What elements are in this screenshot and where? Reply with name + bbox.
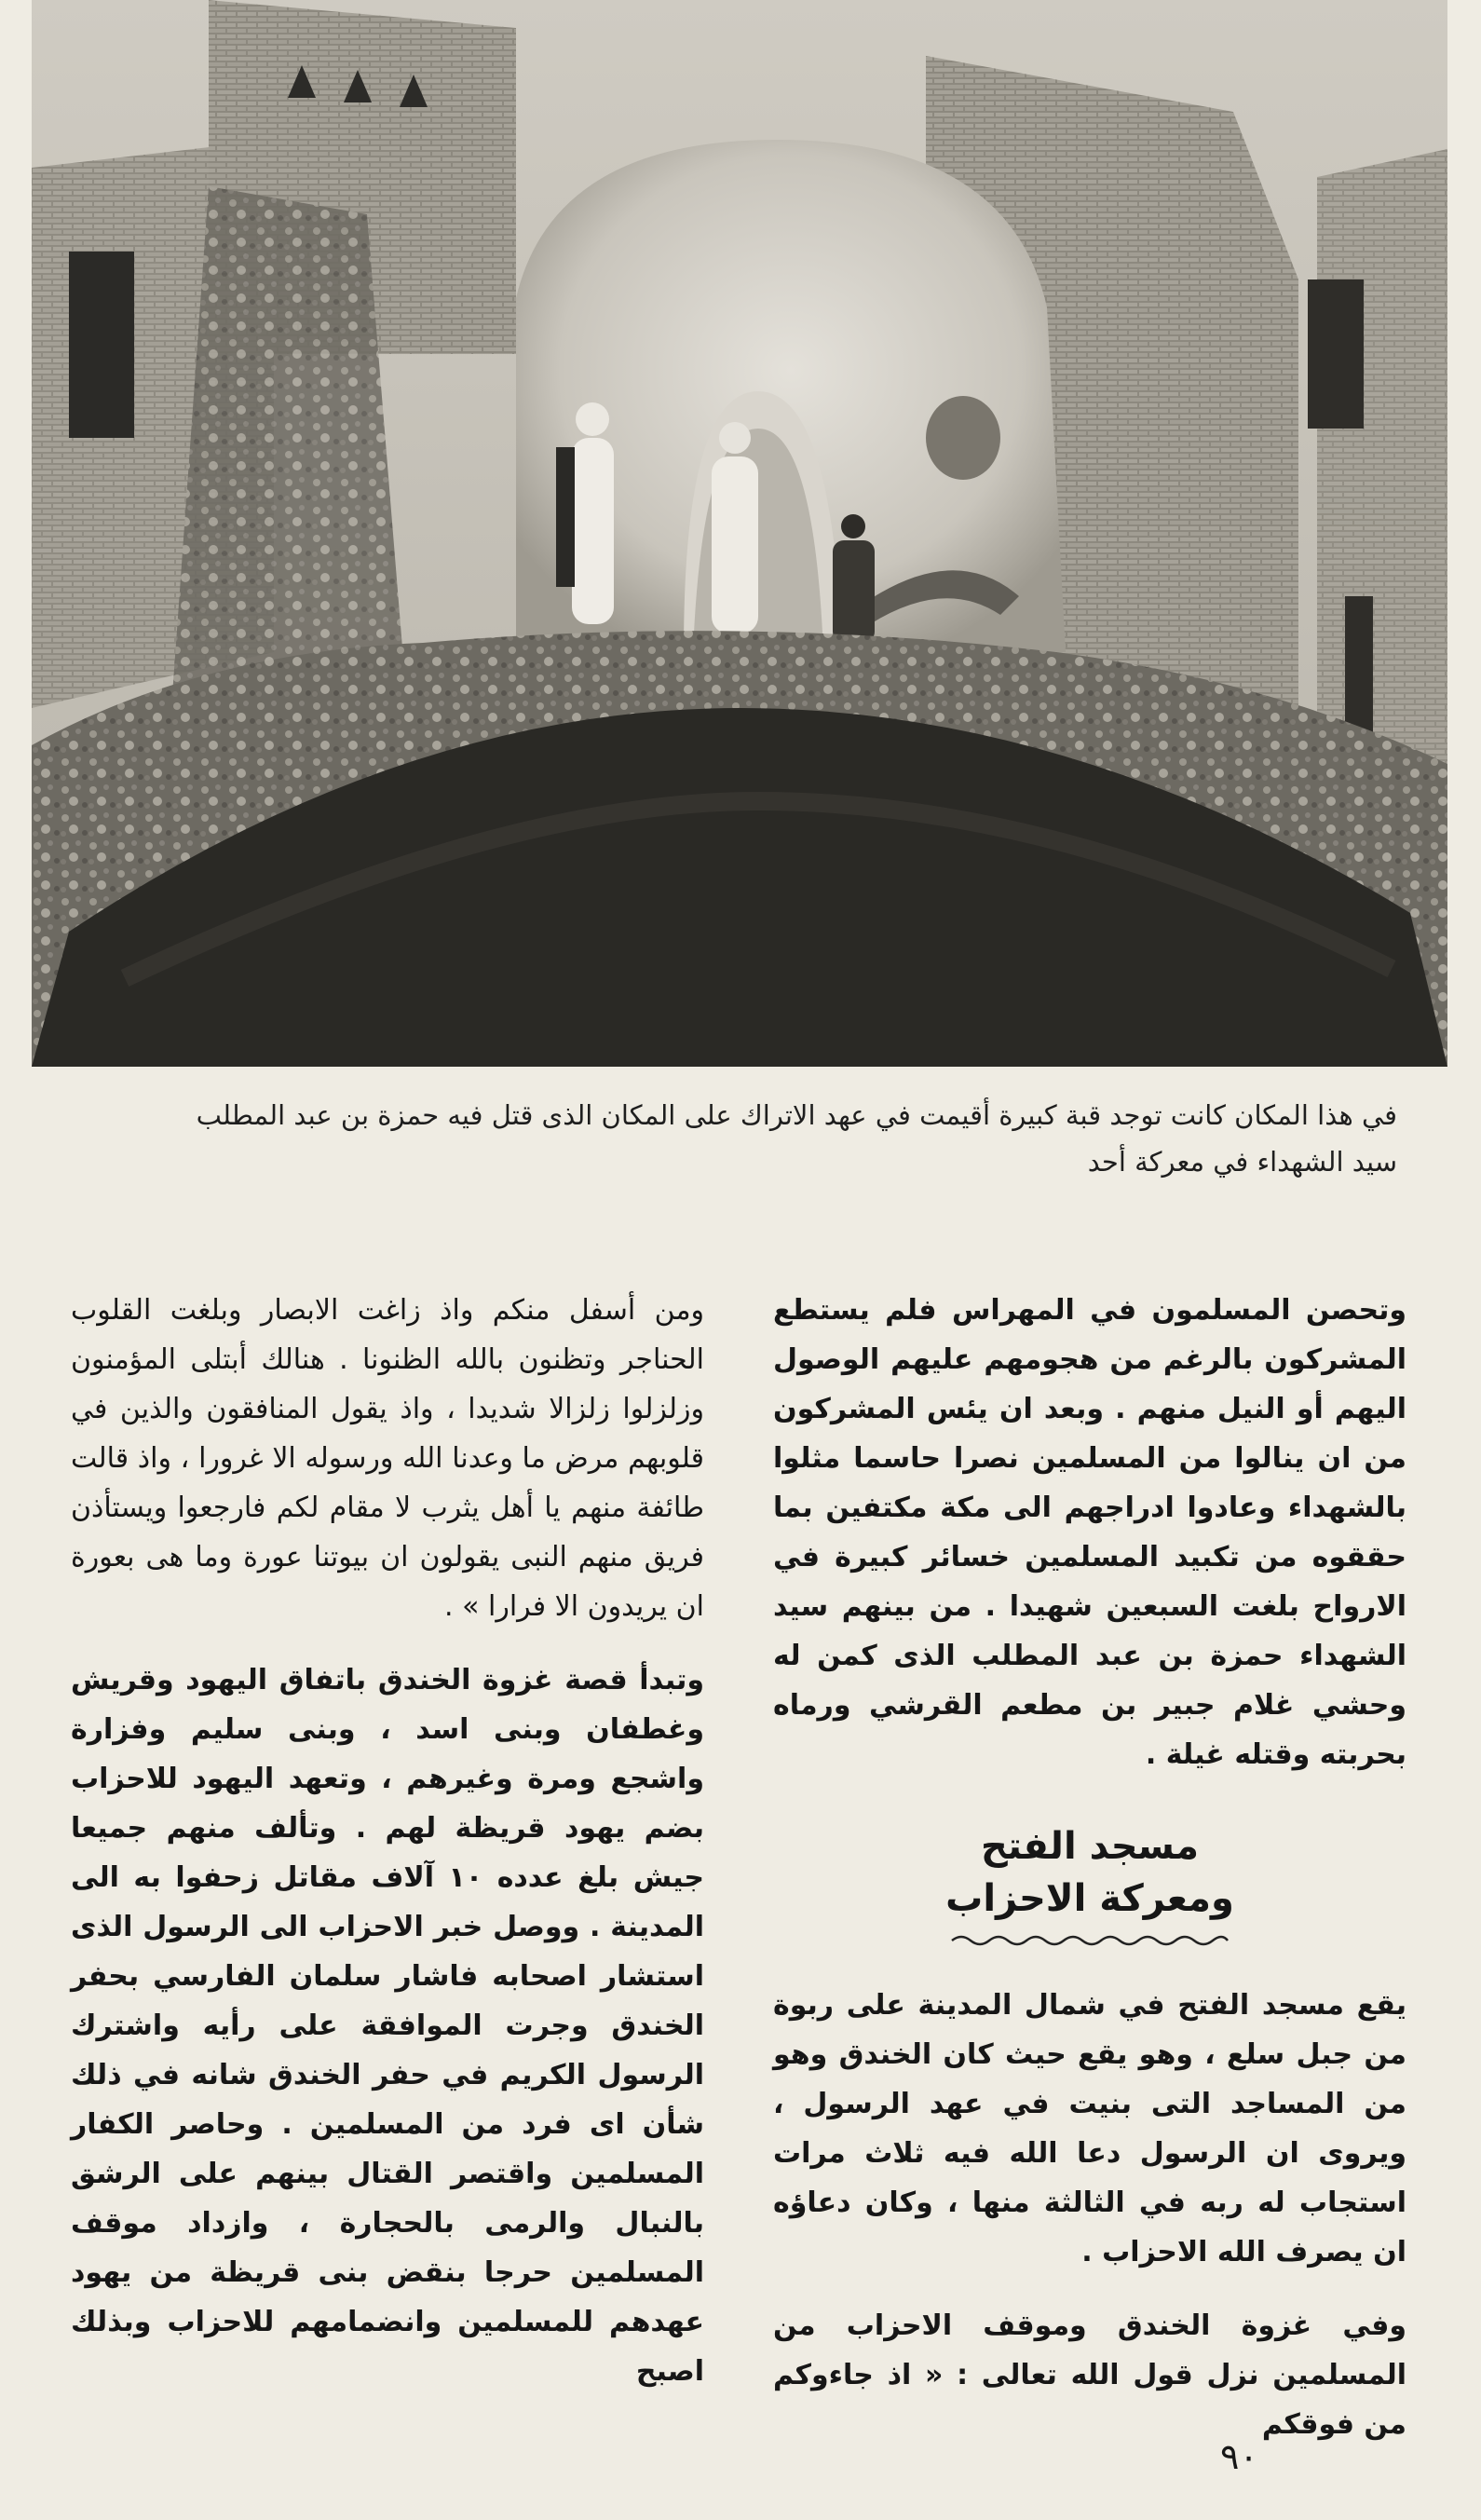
caption-line-2: سيد الشهداء في معركة أحد: [1087, 1146, 1397, 1178]
paragraph: يقع مسجد الفتح في شمال المدينة على ربوة من جبل سلع ، وهو يقع حيث كان الخندق وهو من المساجد التى بنيت في عهد الرسول ، ويروى ان الرسول دعا الله فيه ثلاث مرات استجاب له ربه في الثالثة منها ، وكان دعاؤه ان يصرف الله الاحزاب .: [773, 1989, 1406, 2268]
heading-underline-ornament: [950, 1932, 1230, 1949]
paragraph: وتحصن المسلمون في المهراس فلم يستطع المشركون بالرغم من هجومهم عليهم الوصول اليهم أو النيل منهم . وبعد ان يئس المشركون من ان ينالوا من المسلمين نصرا حاسما مثلوا بالشهداء وعادوا ادراجهم الى مكة مكتفين بما حققوه من تكبيد المسلمين خسائر كبيرة في الارواح بلغت السبعين شهيدا . من بينهم سيد الشهداء حمزة بن عبد المطلب الذى كمن له وحشي غلام جبير بن مطعم القرشي ورماه بحربته وقتله غيلة .: [773, 1294, 1406, 1771]
paragraph: ومن أسفل منكم واذ زاغت الابصار وبلغت القلوب الحناجر وتظنون بالله الظنونا . هنالك أبتلى المؤمنون وزلزلوا زلزالا شديدا ، واذ يقول المنافقون والذين في قلوبهم مرض ما وعدنا الله ورسوله الا غرورا ، واذ قالت طائفة منهم يا أهل يثرب لا مقام لكم فارجعوا ويستأذن فريق منهم النبى يقولون ان بيوتنا عورة وما هى بعورة ان يريدون الا فرارا » .: [71, 1294, 704, 1623]
paragraph: وفي غزوة الخندق وموقف الاحزاب من المسلمين نزل قول الله تعالى : « اذ جاءوكم من فوقكم: [773, 2309, 1406, 2441]
heading-line-1: مسجد الفتح: [980, 1825, 1199, 1868]
section-heading: [773, 1820, 1406, 1925]
left-column: [71, 1286, 704, 2420]
paragraph: وتبدأ قصة غزوة الخندق باتفاق اليهود وقريش وغطفان وبنى اسد ، وبنى سليم وفزارة واشجع ومرة وغيرهم ، وتعهد اليهود للاحزاب بضم يهود قريظة لهم . وتألف منهم جميعا جيش بلغ عدده ١٠ آلاف مقاتل زحفوا به الى المدينة . ووصل خبر الاحزاب الى الرسول الذى استشار اصحابه فاشار سلمان الفارسي بحفر الخندق وجرت الموافقة على رأيه واشترك الرسول الكريم في حفر الخندق شانه في ذلك شأن اى فرد من المسلمين . وحاصر الكفار المسلمين واقتصر القتال بينهم على الرشق بالنبال والرمى بالحجارة ، وازداد موقف المسلمين حرجا بنقض بنى قريظة من يهود عهدهم للمسلمين وانضمامهم للاحزاب وبذلك اصبح: [71, 1664, 704, 2388]
page-number: ٩٠: [1220, 2436, 1258, 2477]
ruined-dome-photograph: [32, 0, 1447, 1067]
photo-caption: [56, 1092, 1397, 1185]
right-column: [773, 1286, 1406, 2473]
heading-line-2: ومعركة الاحزاب: [945, 1877, 1234, 1920]
ruins-photo: [32, 0, 1447, 1067]
caption-line-1: في هذا المكان كانت توجد قبة كبيرة أقيمت في عهد الاتراك على المكان الذى قتل فيه حمزة بن عبد المطلب: [196, 1099, 1397, 1131]
